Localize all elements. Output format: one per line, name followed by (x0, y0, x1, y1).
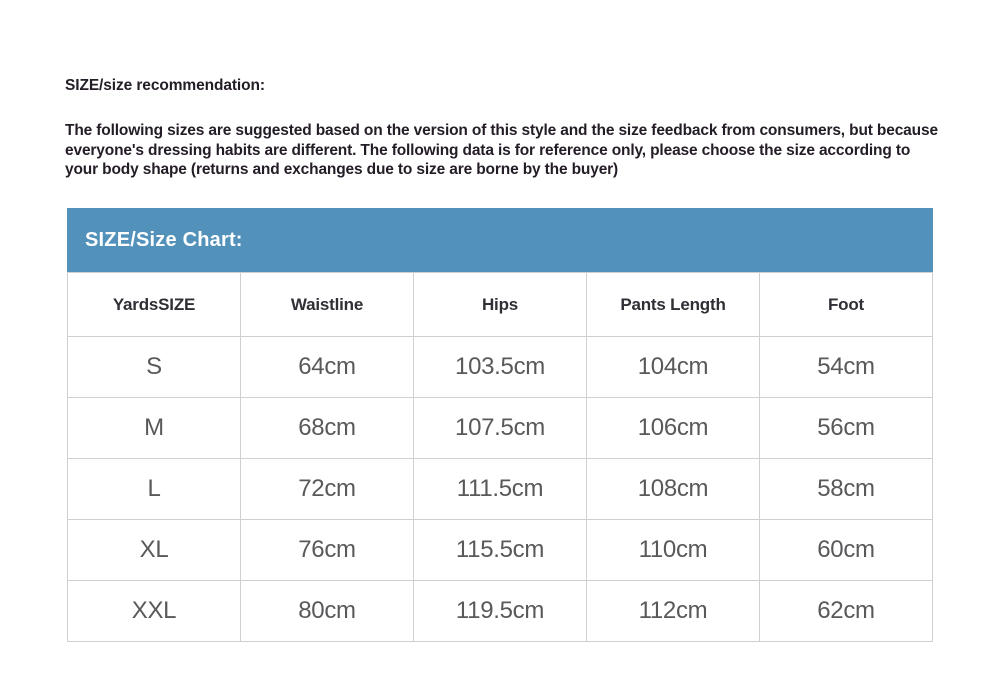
cell-hips: 119.5cm (414, 581, 587, 642)
cell-size: XL (68, 520, 241, 581)
size-chart-title-bar (67, 208, 933, 272)
table-row (68, 337, 933, 398)
size-recommendation-heading: SIZE/size recommendation: (65, 77, 265, 94)
table-row (68, 520, 933, 581)
cell-pants-length: 106cm (587, 398, 760, 459)
cell-foot: 60cm (760, 520, 933, 581)
cell-waistline: 64cm (241, 337, 414, 398)
cell-hips: 103.5cm (414, 337, 587, 398)
column-header-hips: Hips (414, 273, 587, 337)
table-header-row (68, 273, 933, 337)
cell-foot: 56cm (760, 398, 933, 459)
column-header-pants-length: Pants Length (587, 273, 760, 337)
cell-hips: 111.5cm (414, 459, 587, 520)
size-chart-title: SIZE/Size Chart: (85, 228, 243, 251)
size-recommendation-text: The following sizes are suggested based on the version of this style and the size feedback from consumers, but because everyone's dressing habits are different. The following data is for reference only, please choose the size according to your body shape (returns and exchanges due to size are borne by the buyer) (65, 122, 938, 178)
cell-pants-length: 110cm (587, 520, 760, 581)
cell-foot: 54cm (760, 337, 933, 398)
cell-foot: 62cm (760, 581, 933, 642)
cell-size: L (68, 459, 241, 520)
cell-size: S (68, 337, 241, 398)
cell-waistline: 68cm (241, 398, 414, 459)
cell-pants-length: 112cm (587, 581, 760, 642)
column-header-waistline: Waistline (241, 273, 414, 337)
column-header-foot: Foot (760, 273, 933, 337)
table-row (68, 581, 933, 642)
table-row (68, 398, 933, 459)
cell-foot: 58cm (760, 459, 933, 520)
cell-hips: 107.5cm (414, 398, 587, 459)
size-chart-table (67, 272, 933, 642)
cell-waistline: 72cm (241, 459, 414, 520)
column-header-size: YardsSIZE (68, 273, 241, 337)
cell-waistline: 76cm (241, 520, 414, 581)
cell-size: M (68, 398, 241, 459)
cell-waistline: 80cm (241, 581, 414, 642)
cell-size: XXL (68, 581, 241, 642)
cell-pants-length: 108cm (587, 459, 760, 520)
cell-pants-length: 104cm (587, 337, 760, 398)
cell-hips: 115.5cm (414, 520, 587, 581)
table-row (68, 459, 933, 520)
